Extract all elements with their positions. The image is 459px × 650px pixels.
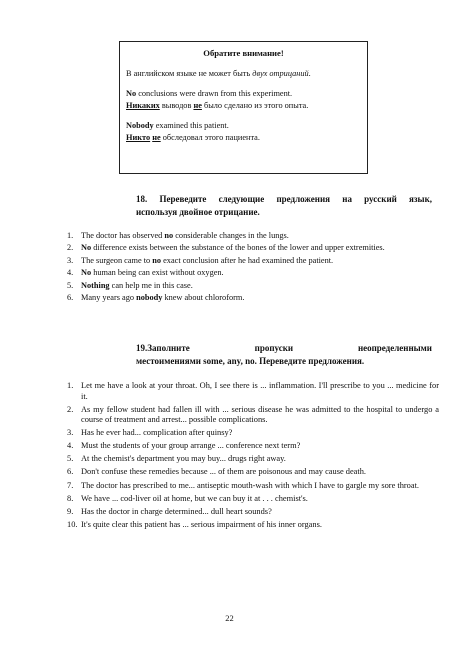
list-item: 4. No human being can exist without oxygen.: [67, 268, 224, 278]
list-item: 5. At the chemist's department you may buy... drugs right away.: [67, 454, 286, 464]
page-number: 22: [225, 613, 234, 623]
list-item: 8. We have ... cod-liver oil at home, but we can buy it at . . . chemist's.: [67, 493, 308, 503]
task19-list: [67, 381, 439, 533]
task19-heading: 19.Заполните пропуски неопределенными местоимениями some, any, no. Переведите предложения.: [136, 343, 432, 366]
note-title: Обратите внимание!: [203, 48, 284, 58]
note-example1-ru: Никаких выводов не было сделано из этого опыта.: [126, 100, 309, 110]
list-item: 6. Many years ago nobody knew about chloroform.: [67, 292, 245, 302]
list-item: 1. The doctor has observed no considerable changes in the lungs.: [67, 231, 289, 240]
note-example1-en: No conclusions were drawn from this experiment.: [126, 89, 293, 98]
task18-list: [67, 231, 439, 305]
list-item: 10. It's quite clear this patient has ... serious impairment of his inner organs.: [67, 519, 322, 529]
note-example2-en: Nobody examined this patient.: [126, 121, 229, 130]
list-item: 4. Must the students of your group arrange ... conference next term?: [67, 441, 301, 451]
list-item: 7. The doctor has prescribed to me... antiseptic mouth-wash with which I have to gargle my sore throat.: [67, 480, 420, 490]
list-item: 2. As my fellow student had fallen ill with ... serious disease he was admitted to the hospital to undergo a course of treatment and arrest... possible complications.: [67, 404, 439, 425]
list-item: 3. Has he ever had... complication after quinsy?: [67, 428, 233, 438]
list-item: 6. Don't confuse these remedies because ... of them are poisonous and may cause death.: [67, 467, 366, 477]
note-example2-ru: Никто не обследовал этого пациента.: [126, 132, 260, 142]
note-rule-emphasis: двух отрицаний: [252, 68, 309, 78]
task18-heading: 18. Переведите следующие предложения на русский язык, используя двойное отрицание.: [136, 194, 432, 217]
list-item: 3. The surgeon came to no exact conclusion after he had examined the patient.: [67, 255, 334, 265]
list-item: 5. Nothing can help me in this case.: [67, 280, 193, 290]
note-rule: В английском языке не может быть двух отрицаний.: [126, 68, 311, 78]
list-item: 9. Has the doctor in charge determined... dull heart sounds?: [67, 506, 272, 516]
list-item: 2. No difference exists between the substance of the bones of the lower and upper extremities.: [67, 243, 385, 253]
list-item: 1. Let me have a look at your throat. Oh, I see there is ... inflammation. I'll prescribe to you ... medicine for it.: [67, 381, 439, 401]
attention-note-box: [119, 41, 368, 174]
